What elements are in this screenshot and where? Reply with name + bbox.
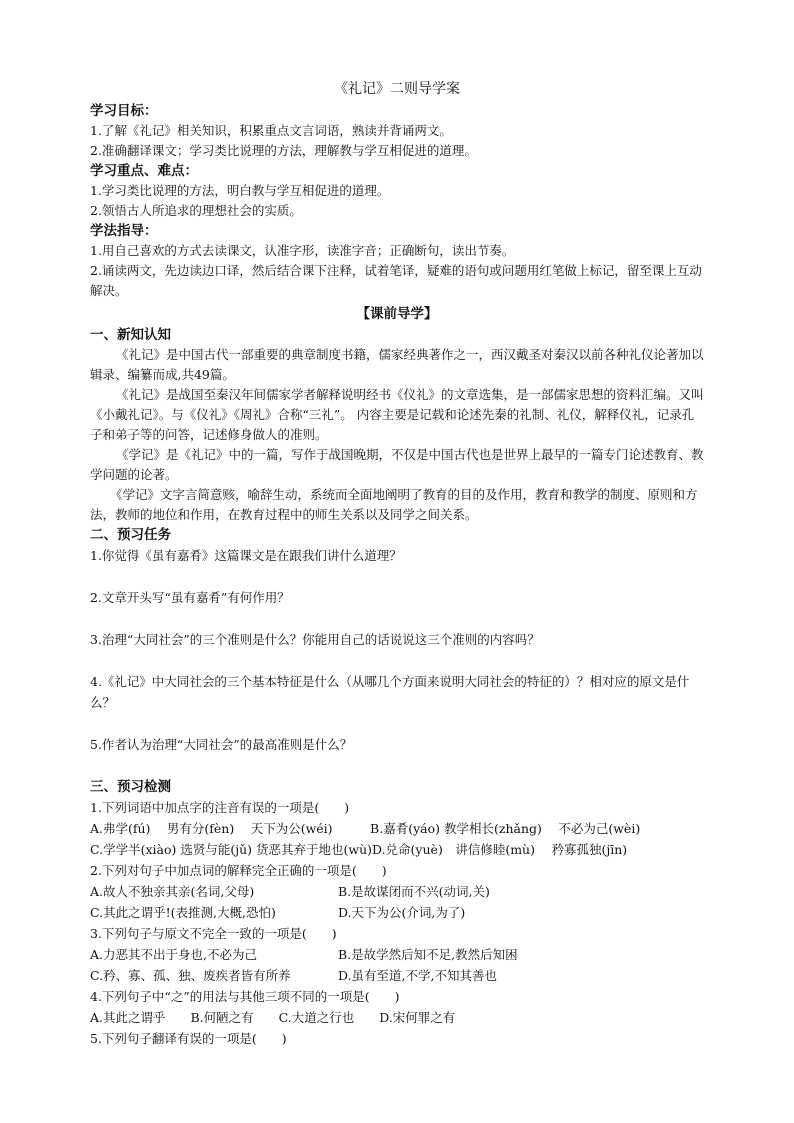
quiz-question-stem: 2.下列对句子中加点词的解释完全正确的一项是( ) bbox=[90, 863, 387, 878]
section3-heading: 三、预习检测 bbox=[90, 779, 171, 795]
quiz-option-b: B.是故谋闭而不兴(动词,关) bbox=[338, 884, 490, 899]
method-item: 1.用自己喜欢的方式去读课文，认准字形，读准字音；正确断句，读出节奏。 bbox=[90, 243, 515, 258]
quiz-option-d: D.天下为公(介词,为了) bbox=[338, 905, 466, 920]
answer-space[interactable] bbox=[90, 566, 704, 587]
method-item: 2.诵读两文，先边读边口译，然后结合课下注释，试着笔译，疑难的语句或问题用红笔做上标记，留至课上互动解决。 bbox=[90, 263, 702, 298]
intro-paragraph: 《学记》文字言简意赅，喻辞生动，系统而全面地阐明了教育的目的及作用，教育和教学的制度、原则和方法，教师的地位和作用，在教育过程中的师生关系以及同学之间关系。 bbox=[90, 487, 698, 522]
preview-question: 4.《礼记》中大同社会的三个基本特征是什么（从哪几个方面来说明大同社会的特征的）？相对应的原文是什么？ bbox=[90, 674, 690, 710]
quiz-option-b: B.是故学然后知不足,教然后知困 bbox=[338, 947, 518, 962]
preview-question: 2.文章开头写“虽有嘉肴”有何作用？ bbox=[90, 590, 290, 605]
preview-question: 5.作者认为治理“大同社会”的最高准则是什么？ bbox=[90, 737, 353, 752]
document-page bbox=[90, 70, 704, 1049]
keypoint-item: 1.学习类比说理的方法，明白教与学互相促进的道理。 bbox=[90, 183, 390, 198]
answer-space[interactable] bbox=[90, 650, 704, 671]
quiz-option-row bbox=[90, 944, 704, 965]
quiz-option-a: A.力恶其不出于身也,不必为己 bbox=[90, 947, 257, 962]
keypoints-heading: 学习重点、难点： bbox=[90, 163, 198, 179]
quiz-option-row bbox=[90, 881, 704, 902]
quiz-option-a: A.故人不独亲其亲(名词,父母) bbox=[90, 884, 255, 899]
quiz-option-c: C.其此之谓乎!(表推测,大概,恐怕) bbox=[90, 905, 276, 920]
intro-paragraph: 《礼记》是中国古代一部重要的典章制度书籍，儒家经典著作之一，西汉戴圣对秦汉以前各种礼仪论著加以辑录、编纂而成,共49篇。 bbox=[90, 347, 704, 382]
goal-item: 2.准确翻译课文；学习类比说理的方法，理解教与学互相促进的道理。 bbox=[90, 143, 477, 158]
keypoint-item: 2.领悟古人所追求的理想社会的实质。 bbox=[90, 203, 302, 218]
preview-section-header: 【课前导学】 bbox=[356, 306, 438, 322]
intro-paragraph: 《学记》是《礼记》中的一篇，写作于战国晚期，不仅是中国古代也是世界上最早的一篇专门论述教育、教学问题的论著。 bbox=[90, 447, 704, 482]
quiz-option-row bbox=[90, 965, 704, 986]
answer-space[interactable] bbox=[90, 608, 704, 629]
quiz-question-stem: 1.下列词语中加点字的注音有误的一项是( ) bbox=[90, 800, 350, 815]
answer-space[interactable] bbox=[90, 755, 704, 777]
answer-space[interactable] bbox=[90, 713, 704, 734]
preview-question: 1.你觉得《虽有嘉肴》这篇课文是在跟我们讲什么道理？ bbox=[90, 548, 402, 563]
quiz-question-stem: 5.下列句子翻译有误的一项是( ) bbox=[90, 1031, 287, 1046]
page-title: 《礼记》二则导学案 bbox=[334, 81, 460, 97]
section1-heading: 一、新知认知 bbox=[90, 327, 171, 343]
preview-question: 3.治理“大同社会”的三个准则是什么？你能用自己的话说说这三个准则的内容吗？ bbox=[90, 632, 540, 647]
quiz-question-stem: 4.下列句子中“之”的用法与其他三项不同的一项是( ) bbox=[90, 989, 400, 1004]
quiz-option-line: A.其此之谓乎 B.何陋之有 C.大道之行也 D.宋何罪之有 bbox=[90, 1010, 456, 1025]
quiz-option-c: C.矜、寡、孤、独、废疾者皆有所养 bbox=[90, 968, 291, 983]
goals-heading: 学习目标： bbox=[90, 103, 158, 119]
quiz-option-line: A.弗学(fú) 男有分(fèn) 天下为公(wéi) B.嘉肴(yáo) 教学相长(zhǎng) 不必为己(wèi) bbox=[90, 821, 641, 836]
quiz-question-stem: 3.下列句子与原文不完全一致的一项是( ) bbox=[90, 926, 337, 941]
goal-item: 1.了解《礼记》相关知识，积累重点文言词语，熟读并背诵两文。 bbox=[90, 123, 452, 138]
quiz-option-row bbox=[90, 902, 704, 923]
section2-heading: 二、预习任务 bbox=[90, 527, 171, 543]
quiz-option-d: D.虽有至道,不学,不知其善也 bbox=[338, 968, 497, 983]
methods-heading: 学法指导： bbox=[90, 223, 158, 239]
quiz-option-line: C.学学半(xiào) 选贤与能(jǔ) 货恶其弃于地也(wù)D.兑命(yuè) 讲信修睦(mù) 矜寡孤独(jīn) bbox=[90, 842, 628, 857]
intro-paragraph: 《礼记》是战国至秦汉年间儒家学者解释说明经书《仪礼》的文章选集，是一部儒家思想的资料汇编。又叫《小戴礼记》。与《仪礼》《周礼》合称“三礼”。 内容主要是记载和论述先秦的礼制、礼仪，解释仪礼，记录孔子和弟子等的问答，记述修身做人的准则。 bbox=[90, 387, 704, 442]
